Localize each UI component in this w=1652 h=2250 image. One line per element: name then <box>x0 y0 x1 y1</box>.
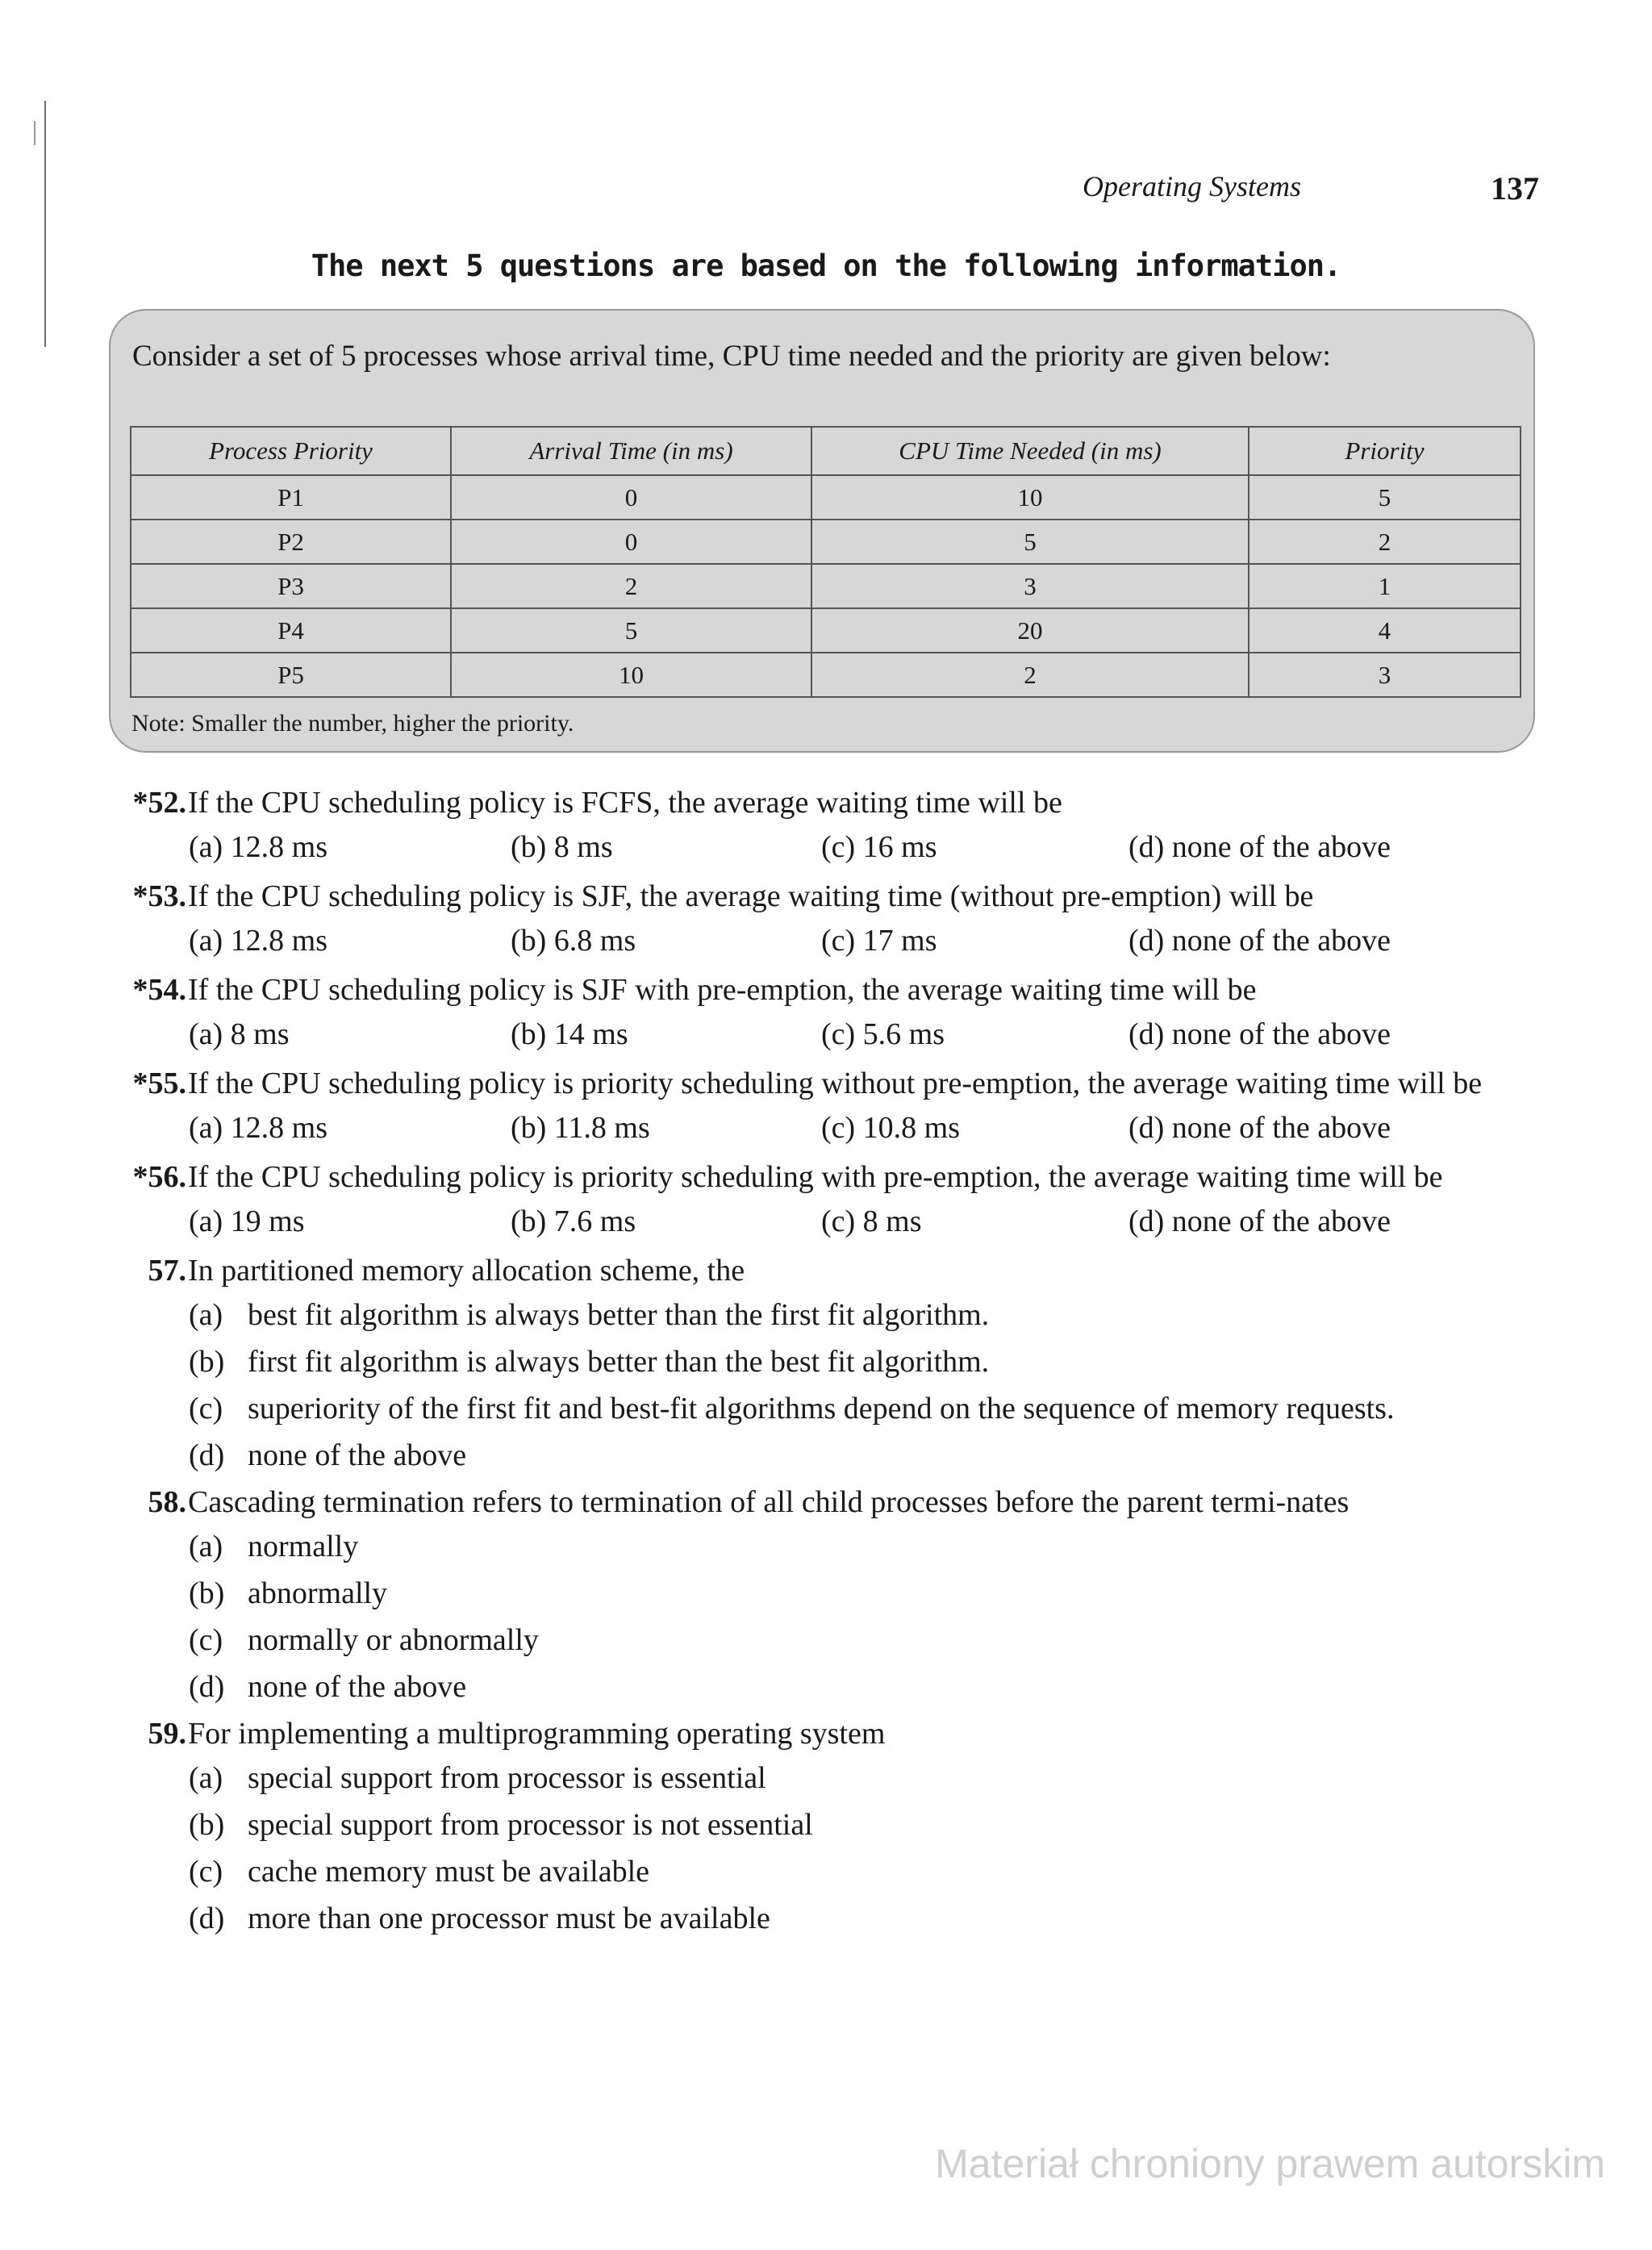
option-text: special support from processor is not essential <box>248 1808 813 1842</box>
question-53 <box>0 876 1652 965</box>
option-label: (b) <box>189 1808 225 1842</box>
option-d: (d) none of the above <box>1128 1204 1391 1238</box>
option-c <box>0 1620 1652 1660</box>
option-c: (c) 5.6 ms <box>821 1017 945 1051</box>
option-a: (a) 12.8 ms <box>189 1111 328 1145</box>
scan-margin-mark <box>34 121 35 145</box>
table-cell: P1 <box>131 475 451 520</box>
table-cell: P2 <box>131 520 451 564</box>
option-d <box>0 1667 1652 1707</box>
option-c <box>0 1851 1652 1892</box>
table-cell: 2 <box>1249 520 1521 564</box>
option-b: (b) 8 ms <box>511 830 613 864</box>
table-header-cell: Arrival Time (in ms) <box>451 427 811 475</box>
option-b <box>0 1342 1652 1382</box>
option-text: superiority of the first fit and best-fit algorithms depend on the sequence of memory requests. <box>248 1392 1395 1426</box>
table-row <box>131 653 1521 697</box>
option-label: (c) <box>189 1855 223 1889</box>
table-cell: 5 <box>451 608 811 653</box>
table-cell: 3 <box>811 564 1249 608</box>
table-cell: 10 <box>811 475 1249 520</box>
question-57 <box>0 1250 1652 1476</box>
question-58 <box>0 1482 1652 1707</box>
option-a <box>0 1526 1652 1567</box>
option-b <box>0 1805 1652 1845</box>
table-cell: 4 <box>1249 608 1521 653</box>
table-cell: 0 <box>451 475 811 520</box>
question-text: In partitioned memory allocation scheme, the <box>188 1254 745 1288</box>
question-number: *55. <box>132 1067 186 1100</box>
info-intro: Consider a set of 5 processes whose arrival time, CPU time needed and the priority are given below: <box>132 340 1331 373</box>
question-number: *54. <box>132 973 186 1007</box>
option-b: (b) 6.8 ms <box>511 924 636 958</box>
table-cell: 5 <box>1249 475 1521 520</box>
scan-margin-line <box>44 101 46 347</box>
option-d <box>0 1898 1652 1939</box>
option-label: (a) <box>189 1761 223 1795</box>
option-row <box>0 823 1652 871</box>
option-label: (a) <box>189 1298 223 1332</box>
option-d: (d) none of the above <box>1128 924 1391 958</box>
option-c: (c) 16 ms <box>821 830 937 864</box>
question-text: If the CPU scheduling policy is SJF with pre-emption, the average waiting time will be <box>188 973 1257 1007</box>
question-text: If the CPU scheduling policy is priority scheduling with pre-emption, the average waiting time will be <box>188 1160 1443 1194</box>
table-row <box>131 520 1521 564</box>
option-a: (a) 19 ms <box>189 1204 305 1238</box>
option-d: (d) none of the above <box>1128 1111 1391 1145</box>
option-text: best fit algorithm is always better than the first fit algorithm. <box>248 1298 990 1332</box>
option-text: abnormally <box>248 1576 388 1610</box>
option-a <box>0 1758 1652 1798</box>
page-number: 137 <box>1491 170 1539 207</box>
option-text: normally or abnormally <box>248 1623 539 1657</box>
option-list <box>0 1291 1652 1476</box>
table-cell: P3 <box>131 564 451 608</box>
table-row <box>131 475 1521 520</box>
question-59 <box>0 1714 1652 1939</box>
table-header-row <box>131 427 1521 475</box>
table-row <box>131 564 1521 608</box>
question-text: If the CPU scheduling policy is SJF, the average waiting time (without pre-emption) will be <box>188 879 1314 913</box>
option-a: (a) 12.8 ms <box>189 830 328 864</box>
option-b: (b) 14 ms <box>511 1017 628 1051</box>
running-head <box>0 169 1652 210</box>
option-a: (a) 12.8 ms <box>189 924 328 958</box>
info-box <box>109 309 1535 753</box>
question-55 <box>0 1063 1652 1152</box>
question-text: For implementing a multiprogramming operating system <box>188 1717 886 1751</box>
option-text: first fit algorithm is always better than the best fit algorithm. <box>248 1345 990 1379</box>
option-row <box>0 1010 1652 1058</box>
table-cell: 3 <box>1249 653 1521 697</box>
option-d: (d) none of the above <box>1128 830 1391 864</box>
option-row <box>0 1104 1652 1152</box>
table-cell: 1 <box>1249 564 1521 608</box>
question-52 <box>0 783 1652 871</box>
option-c: (c) 10.8 ms <box>821 1111 961 1145</box>
question-56 <box>0 1157 1652 1246</box>
option-text: none of the above <box>248 1438 467 1472</box>
question-number: 59. <box>148 1717 186 1751</box>
option-list <box>0 1522 1652 1707</box>
option-row <box>0 1197 1652 1246</box>
option-label: (d) <box>189 1901 225 1935</box>
question-text: If the CPU scheduling policy is FCFS, the average waiting time will be <box>188 786 1062 820</box>
option-a: (a) 8 ms <box>189 1017 290 1051</box>
table-row <box>131 608 1521 653</box>
option-text: more than one processor must be available <box>248 1901 770 1935</box>
option-b: (b) 11.8 ms <box>511 1111 650 1145</box>
table-header-cell: Priority <box>1249 427 1521 475</box>
table-cell: 2 <box>451 564 811 608</box>
question-number: 57. <box>148 1254 186 1288</box>
option-label: (c) <box>189 1392 223 1426</box>
option-list <box>0 1754 1652 1939</box>
option-label: (d) <box>189 1670 225 1704</box>
option-label: (a) <box>189 1530 223 1563</box>
table-cell: 10 <box>451 653 811 697</box>
table-cell: P5 <box>131 653 451 697</box>
option-row <box>0 916 1652 965</box>
option-a <box>0 1295 1652 1335</box>
table-cell: 0 <box>451 520 811 564</box>
question-number: *52. <box>132 786 186 820</box>
table-header-cell: Process Priority <box>131 427 451 475</box>
option-c <box>0 1388 1652 1429</box>
table-cell: 2 <box>811 653 1249 697</box>
running-title: Operating Systems <box>1083 170 1301 202</box>
table-cell: 5 <box>811 520 1249 564</box>
info-note: Note: Smaller the number, higher the priority. <box>131 710 574 737</box>
option-c: (c) 8 ms <box>821 1204 922 1238</box>
option-label: (d) <box>189 1438 225 1472</box>
option-label: (b) <box>189 1576 225 1610</box>
option-c: (c) 17 ms <box>821 924 937 958</box>
option-d: (d) none of the above <box>1128 1017 1391 1051</box>
copyright-watermark: Materiał chroniony prawem autorskim <box>935 2141 1605 2186</box>
table-cell: 20 <box>811 608 1249 653</box>
question-number: *53. <box>132 879 186 913</box>
option-b <box>0 1573 1652 1613</box>
question-list <box>0 783 1652 1945</box>
option-text: special support from processor is essential <box>248 1761 766 1795</box>
option-label: (c) <box>189 1623 223 1657</box>
question-number: *56. <box>132 1160 186 1194</box>
table-header-cell: CPU Time Needed (in ms) <box>811 427 1249 475</box>
option-text: normally <box>248 1530 359 1563</box>
question-54 <box>0 970 1652 1058</box>
option-text: cache memory must be available <box>248 1855 650 1889</box>
option-text: none of the above <box>248 1670 467 1704</box>
process-table <box>130 426 1521 698</box>
option-label: (b) <box>189 1345 225 1379</box>
question-text: Cascading termination refers to termination of all child processes before the parent termi-nates <box>188 1485 1350 1519</box>
question-text: If the CPU scheduling policy is priority scheduling without pre-emption, the average waiting time will be <box>188 1067 1483 1100</box>
section-heading: The next 5 questions are based on the following information. <box>311 248 1341 283</box>
option-d <box>0 1435 1652 1476</box>
table-cell: P4 <box>131 608 451 653</box>
question-number: 58. <box>148 1485 186 1519</box>
option-b: (b) 7.6 ms <box>511 1204 636 1238</box>
